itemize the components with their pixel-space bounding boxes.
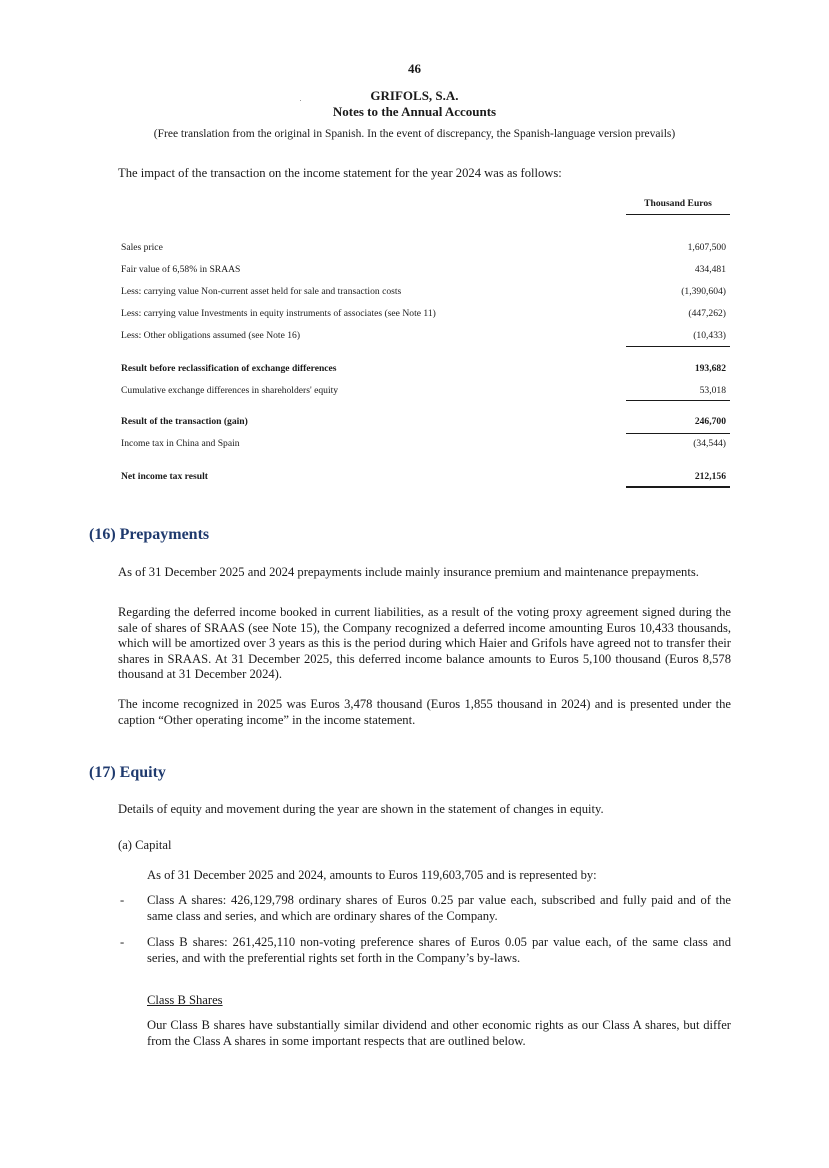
page-number: 46 <box>408 61 421 76</box>
row-label: Result before reclassification of exchange differences <box>121 363 337 374</box>
row-value: 434,481 <box>694 264 726 275</box>
bullet-item-class-a: Class A shares: 426,129,798 ordinary shares of Euros 0.25 par value each, subscribed and fully paid and of the same class and series, and which are ordinary shares of the Company. <box>147 893 731 923</box>
row-value: 53,018 <box>699 385 726 396</box>
class-b-heading: Class B Shares <box>147 993 223 1007</box>
translation-note: (Free translation from the original in Spanish. In the event of discrepancy, the Spanish-language version prevails) <box>153 128 676 140</box>
prepayments-paragraph: As of 31 December 2025 and 2024 prepayments include mainly insurance premium and maintenance prepayments. <box>118 565 699 579</box>
equity-paragraph: Details of equity and movement during the year are shown in the statement of changes in equity. <box>118 802 604 816</box>
row-value: (10,433) <box>693 330 726 341</box>
row-value: (34,544) <box>693 438 726 449</box>
subtotal-rule <box>626 346 730 347</box>
prepayments-paragraph: Regarding the deferred income booked in current liabilities, as a result of the voting proxy agreement signed during the sale of shares of SRAAS (see Note 15), the Company recognized a deferred income amounting Euros 10,433 thousands, which will be amortized over 3 years as this is the period during which Haier and Grifols have agreed not to transfer their shares in SRAAS. At 31 December 2025, this deferred income balance amounts to Euros 5,100 thousand (Euros 8,578 thousand at 31 December 2024). <box>118 605 731 681</box>
row-value: (1,390,604) <box>681 286 726 297</box>
row-value: 193,682 <box>694 363 726 374</box>
row-label: Net income tax result <box>121 471 208 482</box>
row-label: Less: Other obligations assumed (see Note 16) <box>121 330 301 341</box>
row-value: 212,156 <box>694 471 726 482</box>
prepayments-paragraph: The income recognized in 2025 was Euros 3,478 thousand (Euros 1,855 thousand in 2024) and is presented under the caption “Other operating income” in the income statement. <box>118 697 731 727</box>
capital-intro: As of 31 December 2025 and 2024, amounts to Euros 119,603,705 and is represented by: <box>147 868 597 882</box>
bullet-item-class-b: Class B shares: 261,425,110 non-voting preference shares of Euros 0.05 par value each, of the same class and series, and with the preferential rights set forth in the Company’s by-laws. <box>147 935 731 965</box>
subtotal-rule <box>626 400 730 401</box>
row-label: Fair value of 6,58% in SRAAS <box>121 264 241 275</box>
capital-heading: (a) Capital <box>118 838 172 852</box>
row-value: 1,607,500 <box>687 242 726 253</box>
header-rule <box>626 214 730 215</box>
company-name: GRIFOLS, S.A. <box>370 88 459 103</box>
bullet-marker: - <box>120 935 125 949</box>
total-rule <box>626 486 730 488</box>
row-label: Result of the transaction (gain) <box>121 416 248 427</box>
row-value: 246,700 <box>694 416 726 427</box>
prepayments-heading: (16) Prepayments <box>89 526 210 543</box>
row-value: (447,262) <box>688 308 726 319</box>
subtotal-rule <box>626 433 730 434</box>
row-label: Sales price <box>121 242 163 253</box>
equity-heading: (17) Equity <box>89 764 166 781</box>
row-label: Less: carrying value Non-current asset held for sale and transaction costs <box>121 286 402 297</box>
row-label: Income tax in China and Spain <box>121 438 240 449</box>
row-label: Cumulative exchange differences in shareholders' equity <box>121 385 339 396</box>
row-label: Less: carrying value Investments in equity instruments of associates (see Note 11) <box>121 308 436 319</box>
bullet-marker: - <box>120 893 125 907</box>
column-header: Thousand Euros <box>644 198 712 209</box>
intro-text: The impact of the transaction on the income statement for the year 2024 was as follows: <box>118 166 562 180</box>
document-subtitle: Notes to the Annual Accounts <box>332 104 497 119</box>
class-b-paragraph: Our Class B shares have substantially similar dividend and other economic rights as our Class A shares, but differ from the Class A shares in some important respects that are outlined below. <box>147 1018 731 1048</box>
